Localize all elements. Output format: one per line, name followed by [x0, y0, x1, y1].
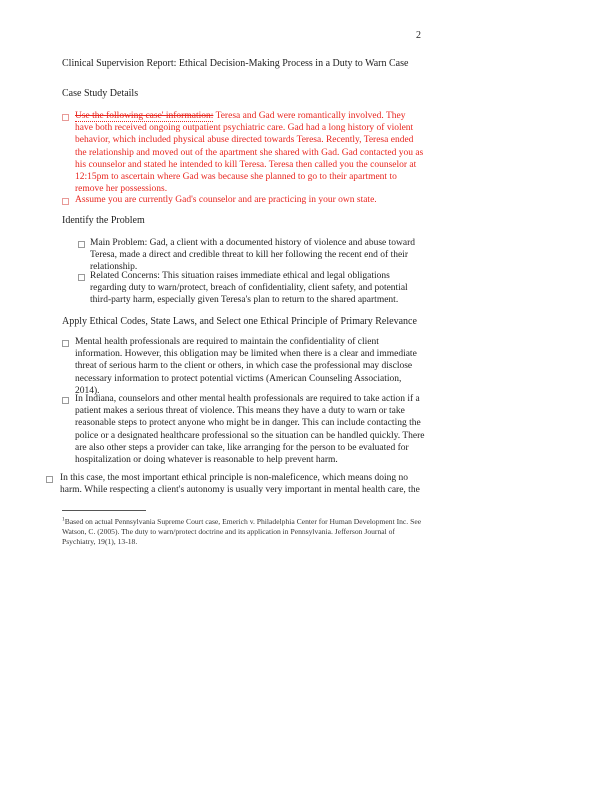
footnote-marker: 1 [62, 516, 65, 523]
footnote-text: Based on actual Pennsylvania Supreme Court case, Emerich v. Philadelphia Center for Human Development Inc. See Watson, C. (2005). The duty to warn/protect doctrine and its application in Pennsylvania. Jefferson Journal of Psychiatry, 19(1), 13-18. [62, 517, 422, 546]
principle-paragraph: In this case, the most important ethical principle is non-maleficence, which means doing no harm. While respecting a client's autonomy is usually very important in mental health care, the [60, 473, 420, 496]
checkbox-icon [78, 241, 85, 248]
footnote [62, 517, 422, 547]
confidentiality-paragraph: Mental health professionals are required to maintain the confidentiality of client information. However, this obligation may be limited when there is a clear and immediate threat of serious harm to the client or others, in which case the professional may disclose necessary information to protect potential victims (American Counseling Association, 2014). [75, 337, 417, 396]
related-concerns-item: Related Concerns: This situation raises immediate ethical and legal obligations regarding duty to warn/protect, breach of confidentiality, client safety, and potential third-party harm, especially given Teresa's plan to return to the shared apartment. [90, 271, 408, 306]
footnote-divider [62, 510, 146, 511]
page-number: 2 [416, 30, 421, 41]
apply-heading: Apply Ethical Codes, State Laws, and Select one Ethical Principle of Primary Relevance [62, 316, 417, 327]
checkbox-icon [62, 340, 69, 347]
assume-paragraph: Assume you are currently Gad's counselor and are practicing in your own state. [75, 195, 377, 205]
case-study-heading: Case Study Details [62, 88, 139, 99]
checkbox-icon [62, 114, 69, 121]
main-problem-item: Main Problem: Gad, a client with a documented history of violence and abuse toward Teresa, made a direct and credible threat to kill her following the recent end of their relationship. [90, 238, 416, 273]
identify-heading: Identify the Problem [62, 215, 145, 226]
case-info-paragraph [75, 110, 425, 195]
checkbox-icon [62, 198, 69, 205]
report-title: Clinical Supervision Report: Ethical Decision-Making Process in a Duty to Warn Case [62, 58, 409, 69]
indiana-law-paragraph: In Indiana, counselors and other mental health professionals are required to take action if a patient makes a serious threat of violence. This means they have a duty to warn or take reasonable steps to protect anyone who might be in danger. This can include contacting the police or a designated healthcare professional so the situation can be handled quickly. There are also other steps a provider can take, like arranging for the person to be evaluated for hospitalization or doing whatever is reasonable to help prevent harm. [75, 394, 425, 466]
case-info-label: Use the following case' information: [75, 111, 214, 121]
checkbox-icon [46, 476, 53, 483]
checkbox-icon [62, 397, 69, 404]
checkbox-icon [78, 274, 85, 281]
case-info-text: Teresa and Gad were romantically involved. They have both received ongoing outpatient psychiatric care. Gad had a long history of violent behavior, which included physical abuse directed towards Teresa. Recently, Teresa ended the relationship and moved out of the apartment she shared with Gad. Gad contacted you as his counselor and stated he intended to kill Teresa. Teresa then called you the counselor at 12:15pm to ascertain where Gad was because she planned to go to their apartment to remove her possessions. [75, 111, 424, 195]
